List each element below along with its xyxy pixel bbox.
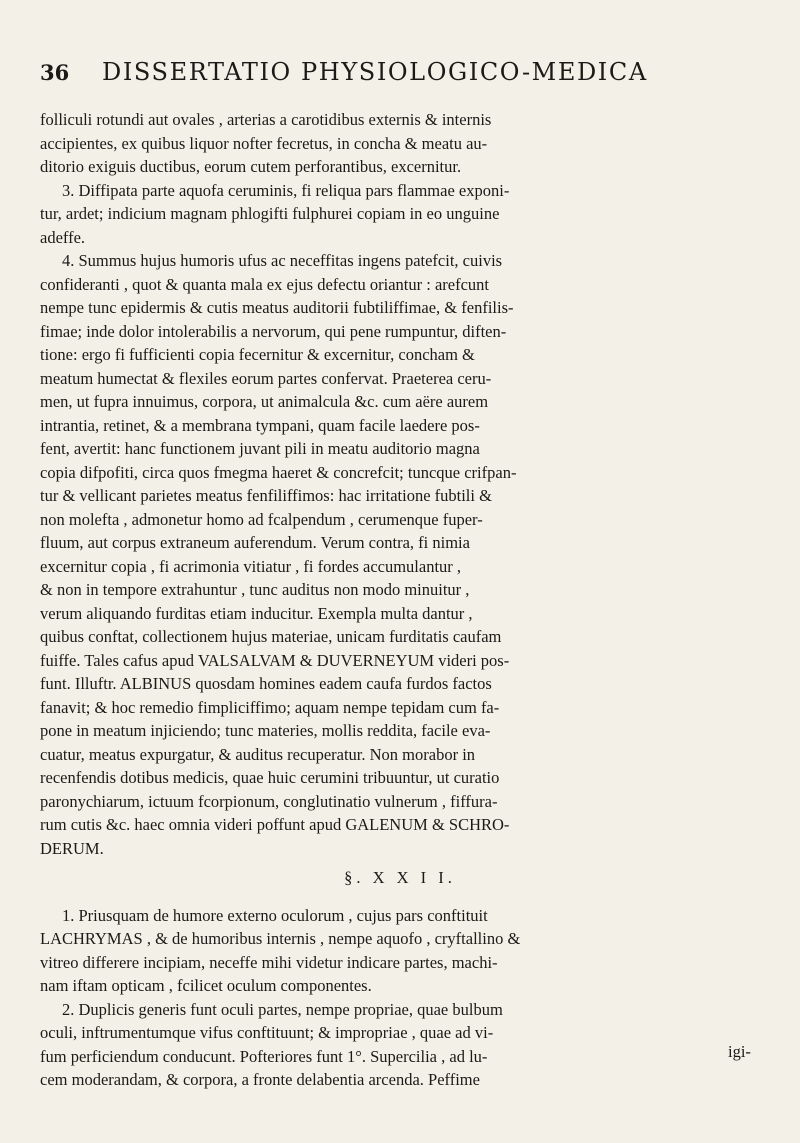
- text-line: 4. Summus hujus humoris ufus ac neceffitas ingens patefcit, cuivis: [62, 251, 503, 270]
- text-line: cuatur, meatus expurgatur, & auditus recuperatur. Non morabor in: [40, 744, 476, 764]
- text-line: 2. Duplicis generis funt oculi partes, nempe propriae, quae bulbum: [62, 999, 503, 1019]
- text-line: verum aliquando furditas etiam inducitur. Exempla multa dantur ,: [40, 603, 473, 623]
- text-line: oculi, inftrumentumque vifus conftituunt; & impropriae , quae ad vi-: [40, 1023, 494, 1042]
- text-line: quibus conftat, collectionem hujus materiae, unicam furditatis caufam: [40, 627, 502, 646]
- text-line: meatum humectat & flexiles eorum partes confervat. Praeterea ceru-: [40, 368, 492, 388]
- text-line: non molefta , admonetur homo ad fcalpendum , cerumenque fuper-: [40, 509, 483, 529]
- text-line: funt. Illuftr. ALBINUS quosdam homines eadem caufa furdos factos: [40, 674, 492, 693]
- text-line: nam iftam opticam , fcilicet oculum componentes.: [40, 976, 372, 995]
- text-line: tur, ardet; indicium magnam phlogifti fulphurei copiam in eo unguine: [40, 204, 500, 223]
- text-line: cem moderandam, & corpora, a fronte delabentia arcenda. Peffime: [40, 1070, 480, 1089]
- body-text: [40, 108, 760, 1118]
- text-line: copia difpofiti, circa quos fmegma haeret & concrefcit; tuncque crifpan-: [40, 462, 517, 482]
- text-line: excernitur copia , fi acrimonia vitiatur , fi fordes accumulantur ,: [40, 556, 462, 576]
- text-line: LACHRYMAS , & de humoribus internis , nempe aquofo , cryftallino &: [40, 929, 521, 948]
- text-line: tur & vellicant parietes meatus fenfiliffimos: hac irritatione fubtili &: [40, 486, 492, 505]
- text-line: confideranti , quot & quanta mala ex ejus defectu oriantur : arefcunt: [40, 274, 489, 294]
- text-line: accipientes, ex quibus liquor nofter fecretus, in concha & meatu au-: [40, 133, 488, 153]
- text-line: fent, avertit: hanc functionem juvant pili in meatu auditorio magna: [40, 439, 480, 458]
- text-line: paronychiarum, ictuum fcorpionum, conglutinatio vulnerum , fiffura-: [40, 791, 498, 811]
- text-line: fluum, aut corpus extraneum auferendum. Verum contra, fi nimia: [40, 533, 470, 552]
- text-line: & non in tempore extrahuntur , tunc auditus non modo minuitur ,: [40, 580, 470, 599]
- text-line: 1. Priusquam de humore externo oculorum , cujus pars conftituit: [62, 905, 488, 925]
- text-line: recenfendis dotibus medicis, quae huic cerumini tribuuntur, ut curatio: [40, 768, 500, 787]
- text-line: folliculi rotundi aut ovales , arterias a carotidibus externis & internis: [40, 110, 492, 129]
- text-line: DERUM.: [40, 838, 104, 858]
- running-title: DISSERTATIO PHYSIOLOGICO-MEDICA: [102, 58, 648, 86]
- page-number: 36: [40, 60, 70, 85]
- text-line: fimae; inde dolor intolerabilis a nervorum, qui pene rumpuntur, diften-: [40, 321, 507, 341]
- text-line: rum cutis &c. haec omnia videri poffunt apud GALENUM & SCHRO-: [40, 815, 510, 834]
- text-line: tione: ergo fi fufficienti copia fecernitur & excernitur, concham &: [40, 345, 475, 364]
- catchword: igi-: [728, 1042, 751, 1061]
- text-line: vitreo differere incipiam, neceffe mihi videtur indicare partes, machi-: [40, 952, 498, 972]
- text-line: pone in meatum injiciendo; tunc materies, mollis reddita, facile eva-: [40, 721, 491, 740]
- text-line: 3. Diffipata parte aquofa ceruminis, fi reliqua pars flammae exponi-: [62, 180, 510, 200]
- section-heading: §. X X I I.: [344, 868, 456, 887]
- text-line: adeffe.: [40, 227, 86, 247]
- text-line: fanavit; & hoc remedio fimpliciffimo; aquam nempe tepidam cum fa-: [40, 697, 500, 717]
- text-line: nempe tunc epidermis & cutis meatus auditorii fubtiliffimae, & fenfilis-: [40, 298, 514, 317]
- text-line: men, ut fupra innuimus, corpora, ut animalcula &c. cum aëre aurem: [40, 392, 489, 411]
- text-line: fuiffe. Tales cafus apud VALSALVAM & DUVERNEYUM videri pos-: [40, 650, 510, 670]
- text-line: intrantia, retinet, & a membrana tympani, quam facile laedere pos-: [40, 415, 480, 435]
- page-header: [40, 60, 760, 94]
- text-line: ditorio exiguis ductibus, eorum cutem perforantibus, excernitur.: [40, 157, 462, 176]
- text-line: fum perficiendum conducunt. Pofteriores funt 1°. Supercilia , ad lu-: [40, 1046, 488, 1066]
